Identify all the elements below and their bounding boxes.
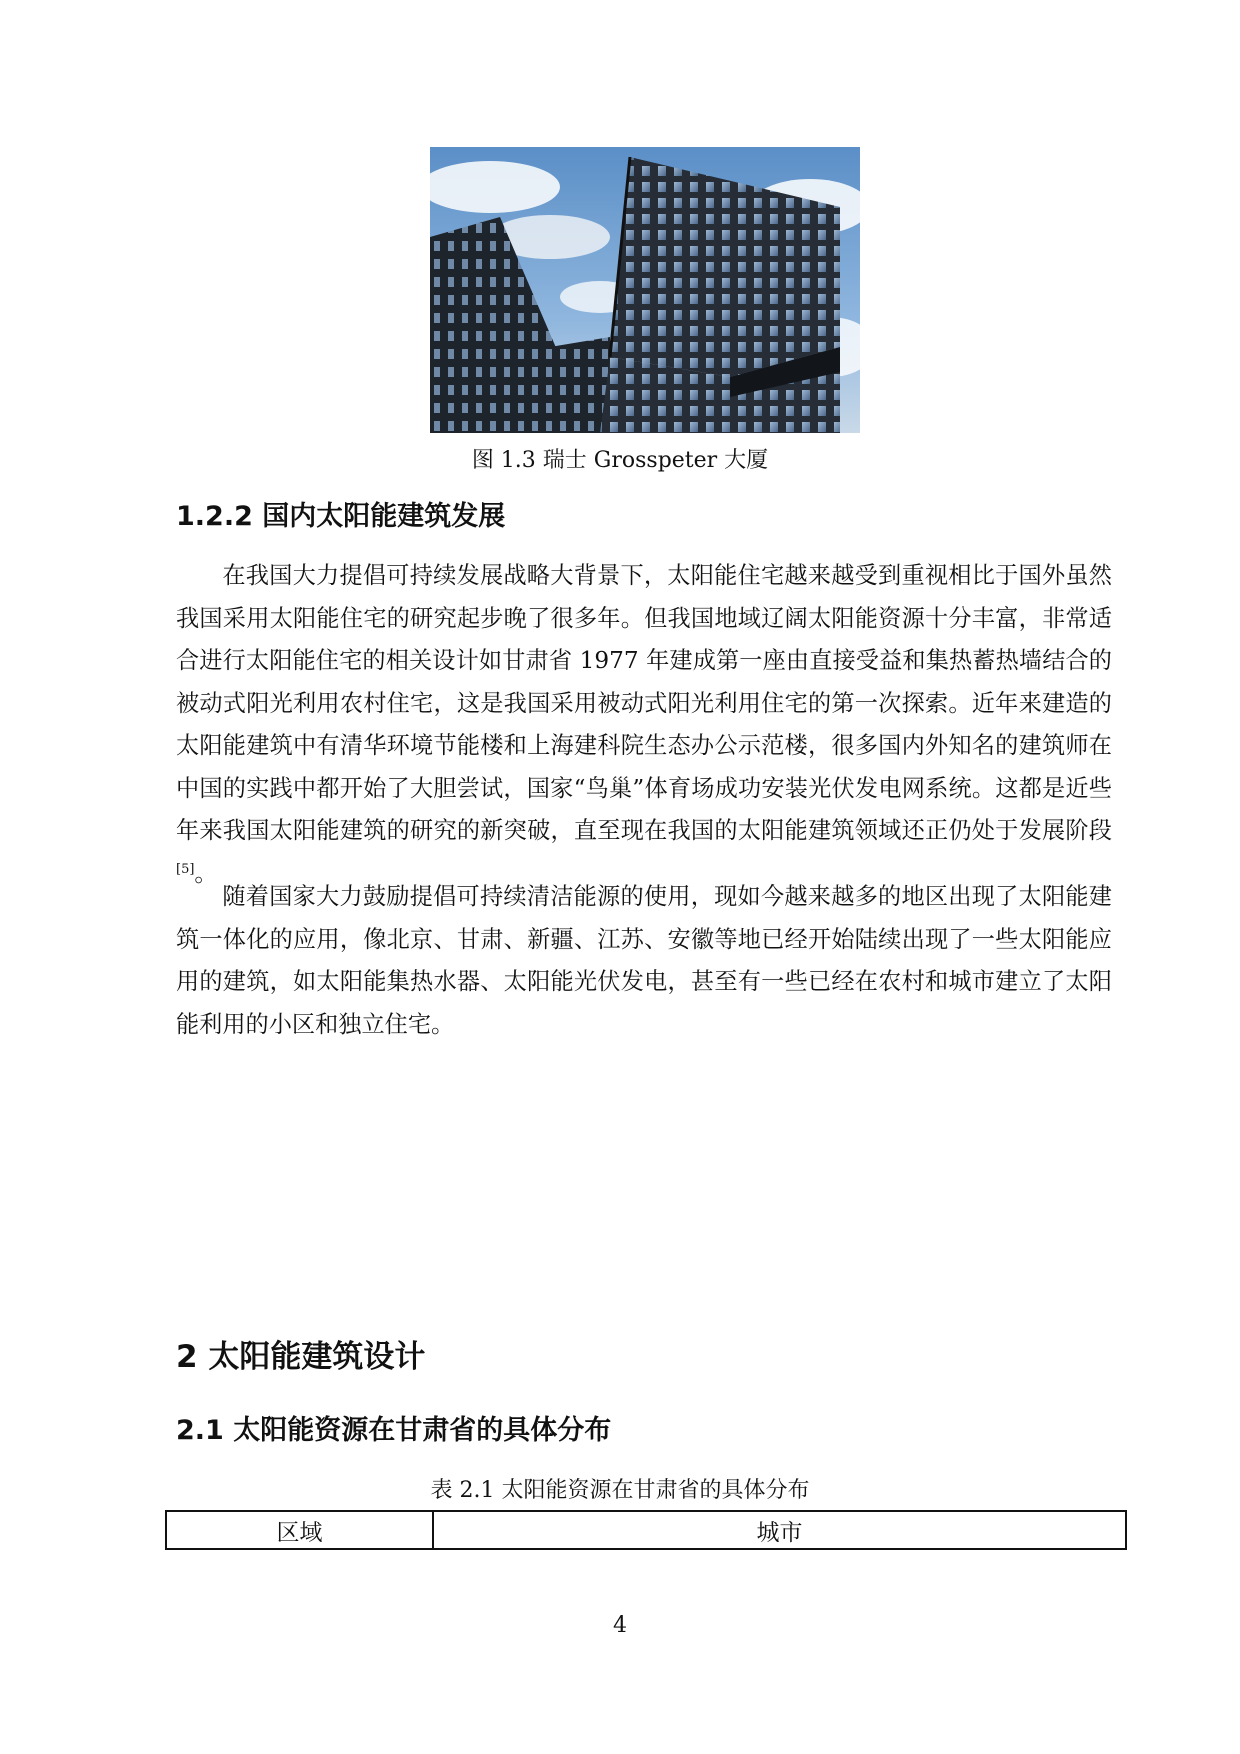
section-heading-1-2-2: 1.2.2 国内太阳能建筑发展 — [176, 501, 506, 532]
paragraph-text: 在我国大力提倡可持续发展战略大背景下，太阳能住宅越来越受到重视相比于国外虽然我国采用太阳能住宅的研究起步晚了很多年。但我国地域辽阔太阳能资源十分丰富，非常适合进行太阳能住宅的相关设计如甘肃省 1977 年建成第一座由直接受益和集热蓄热墙结合的被动式阳光利用农村住宅，这是我国采用被动式阳光利用住宅的第一次探索。近年来建造的太阳能建筑中有清华环境节能楼和上海建科院生态办公示范楼，很多国内外知名的建筑师在中国的实践中都开始了大胆尝试，国家“鸟巢”体育场成功安装光伏发电网系统。这都是近些年来我国太阳能建筑的研究的新突破，直至现在我国的太阳能建筑领域还正仍处于发展阶段 — [176, 562, 1112, 844]
table-header-row — [166, 1511, 1126, 1549]
page-number: 4 — [613, 1613, 627, 1638]
chapter-heading-2: 2 太阳能建筑设计 — [176, 1339, 426, 1375]
solar-distribution-table — [165, 1510, 1127, 1550]
reference-marker[interactable]: [5] — [176, 861, 195, 877]
figure-grosspeter-photo — [430, 147, 860, 433]
table-caption: 表 2.1 太阳能资源在甘肃省的具体分布 — [430, 1478, 810, 1503]
paragraph-end: 。 — [194, 859, 218, 887]
section-heading-2-1: 2.1 太阳能资源在甘肃省的具体分布 — [176, 1415, 612, 1446]
paragraph-domestic-development — [176, 555, 1112, 895]
column-header-city: 城市 — [433, 1511, 1126, 1549]
figure-caption: 图 1.3 瑞士 Grosspeter 大厦 — [471, 448, 769, 473]
column-header-region: 区域 — [166, 1511, 433, 1549]
grosspeter-building-image — [430, 147, 860, 433]
paragraph-applications — [176, 876, 1112, 1046]
paragraph-text: 随着国家大力鼓励提倡可持续清洁能源的使用，现如今越来越多的地区出现了太阳能建筑一体化的应用，像北京、甘肃、新疆、江苏、安徽等地已经开始陆续出现了一些太阳能应用的建筑，如太阳能集热水器、太阳能光伏发电，甚至有一些已经在农村和城市建立了太阳能利用的小区和独立住宅。 — [176, 883, 1112, 1038]
